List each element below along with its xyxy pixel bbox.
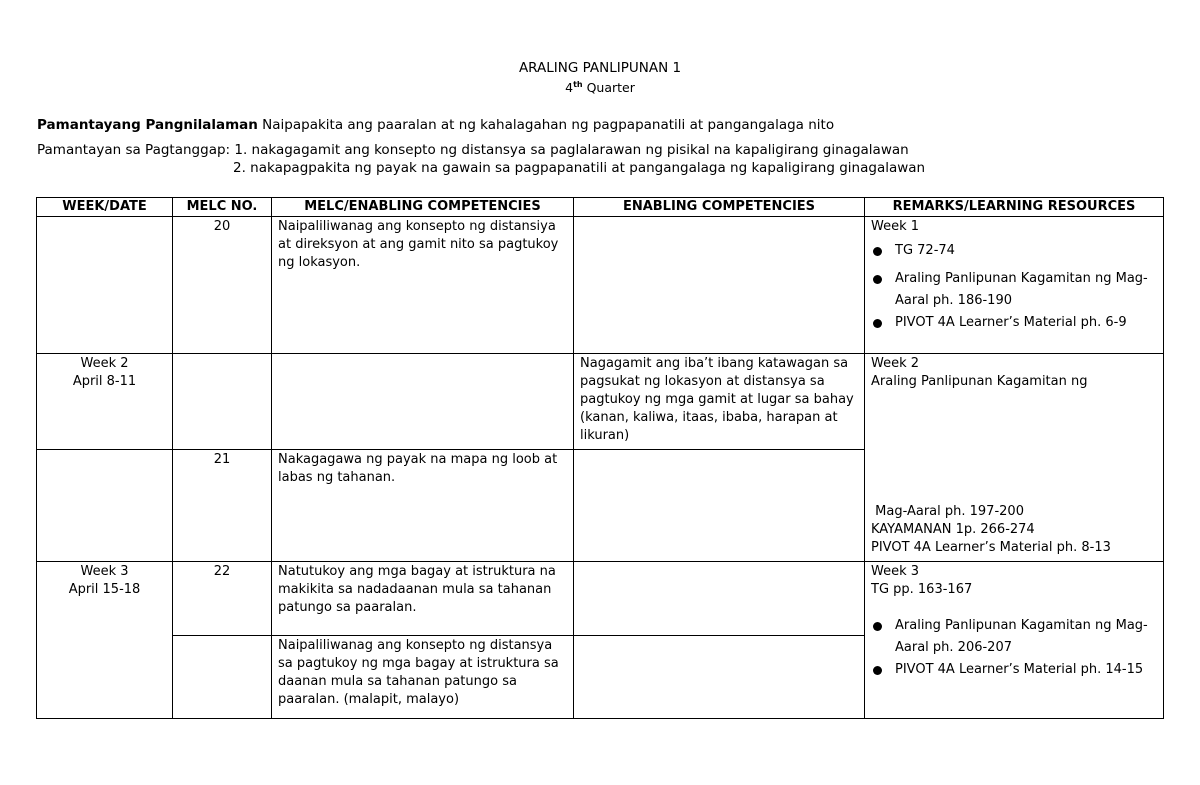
resource-list bbox=[871, 240, 1157, 334]
enabling-cell bbox=[574, 636, 865, 719]
melc-cell: Naipaliliwanag ang konsepto ng distansiya at direksyon at ang gamit nito sa pagtukoy ng lokasyon. bbox=[272, 217, 574, 354]
bullet-icon bbox=[873, 622, 882, 631]
header-week-date: WEEK/DATE bbox=[37, 198, 173, 217]
enabling-cell: Nagagamit ang iba’t ibang katawagan sa pagsukat ng lokasyon at distansya sa pagtukoy ng mga gamit at lugar sa bahay (kanan, kaliwa, itaas, ibaba, harapan at likuran) bbox=[574, 354, 865, 450]
melc-no-cell: 21 bbox=[173, 450, 272, 562]
melc-cell: Nakagagawa ng payak na mapa ng loob at labas ng tahanan. bbox=[272, 450, 574, 562]
remarks-cell bbox=[865, 562, 1164, 719]
remarks-week-title: Week 1 bbox=[871, 219, 920, 234]
week-cell bbox=[37, 562, 173, 719]
melc-cell: Natutukoy ang mga bagay at istruktura na makikita sa nadadaanan mula sa tahanan patungo sa paaralan. bbox=[272, 562, 574, 636]
performance-standard-line-1: Pamantayan sa Pagtanggap: 1. nakagagamit ang konsepto ng distansya sa paglalarawan ng pisikal na kapaligirang ginagalawan bbox=[37, 142, 909, 158]
quarter-word: Quarter bbox=[582, 80, 635, 96]
remarks-line: Araling Panlipunan Kagamitan ng bbox=[871, 374, 1088, 389]
week-cell bbox=[37, 450, 173, 562]
remarks-line: PIVOT 4A Learner’s Material ph. 8-13 bbox=[871, 540, 1111, 555]
table-row bbox=[37, 217, 1164, 354]
performance-standard-line-2: 2. nakapagpakita ng payak na gawain sa pagpapanatili at pangangalaga ng kapaligirang ginagalawan bbox=[233, 160, 926, 176]
table-header-row bbox=[37, 198, 1164, 217]
table-row bbox=[37, 354, 1164, 450]
melc-no-cell bbox=[173, 636, 272, 719]
week-cell bbox=[37, 217, 173, 354]
quarter-label bbox=[0, 80, 1200, 95]
week-date: April 15-18 bbox=[68, 582, 141, 597]
week-date: April 8-11 bbox=[72, 374, 137, 389]
header-melc-competencies: MELC/ENABLING COMPETENCIES bbox=[272, 198, 574, 217]
remarks-line: KAYAMANAN 1p. 266-274 bbox=[871, 522, 1035, 537]
melc-no-cell bbox=[173, 354, 272, 450]
remarks-line: TG pp. 163-167 bbox=[871, 582, 973, 597]
week-label: Week 3 bbox=[80, 564, 129, 579]
list-item: PIVOT 4A Learner’s Material ph. 6-9 bbox=[871, 312, 1157, 334]
quarter-suffix: th bbox=[573, 80, 583, 89]
document-title: ARALING PANLIPUNAN 1 bbox=[518, 60, 682, 76]
header-remarks: REMARKS/LEARNING RESOURCES bbox=[865, 198, 1164, 217]
remarks-cell bbox=[865, 217, 1164, 354]
curriculum-table bbox=[36, 197, 1164, 719]
week-label: Week 2 bbox=[80, 356, 129, 371]
content-standard bbox=[37, 117, 834, 133]
resource-list bbox=[871, 615, 1157, 681]
content-standard-label: Pamantayang Pangnilalaman bbox=[37, 117, 258, 133]
melc-cell: Naipaliliwanag ang konsepto ng distansya sa pagtukoy ng mga bagay at istruktura sa daanan mula sa tahanan patungo sa paaralan. (malapit, malayo) bbox=[272, 636, 574, 719]
bullet-icon bbox=[873, 666, 882, 675]
bullet-icon bbox=[873, 275, 882, 284]
week-cell bbox=[37, 354, 173, 450]
bullet-icon bbox=[873, 247, 882, 256]
content-standard-text: Naipapakita ang paaralan at ng kahalagahan ng pagpapanatili at pangangalaga nito bbox=[257, 117, 835, 133]
remarks-week-title: Week 2 bbox=[871, 356, 920, 371]
header-enabling-competencies: ENABLING COMPETENCIES bbox=[574, 198, 865, 217]
quarter-number: 4 bbox=[565, 80, 574, 96]
bullet-icon bbox=[873, 319, 882, 328]
enabling-cell bbox=[574, 217, 865, 354]
table-row bbox=[37, 562, 1164, 636]
enabling-cell bbox=[574, 450, 865, 562]
enabling-cell bbox=[574, 562, 865, 636]
remarks-cell bbox=[865, 354, 1164, 562]
list-item: Araling Panlipunan Kagamitan ng Mag-Aaral ph. 206-207 bbox=[871, 615, 1157, 659]
remarks-line: Mag-Aaral ph. 197-200 bbox=[871, 504, 1024, 519]
header-melc-no: MELC NO. bbox=[173, 198, 272, 217]
list-item: TG 72-74 bbox=[871, 240, 1157, 262]
melc-cell bbox=[272, 354, 574, 450]
list-item: PIVOT 4A Learner’s Material ph. 14-15 bbox=[871, 659, 1157, 681]
melc-no-cell: 22 bbox=[173, 562, 272, 636]
list-item: Araling Panlipunan Kagamitan ng Mag-Aaral ph. 186-190 bbox=[871, 268, 1157, 312]
remarks-week-title: Week 3 bbox=[871, 564, 920, 579]
melc-no-cell: 20 bbox=[173, 217, 272, 354]
